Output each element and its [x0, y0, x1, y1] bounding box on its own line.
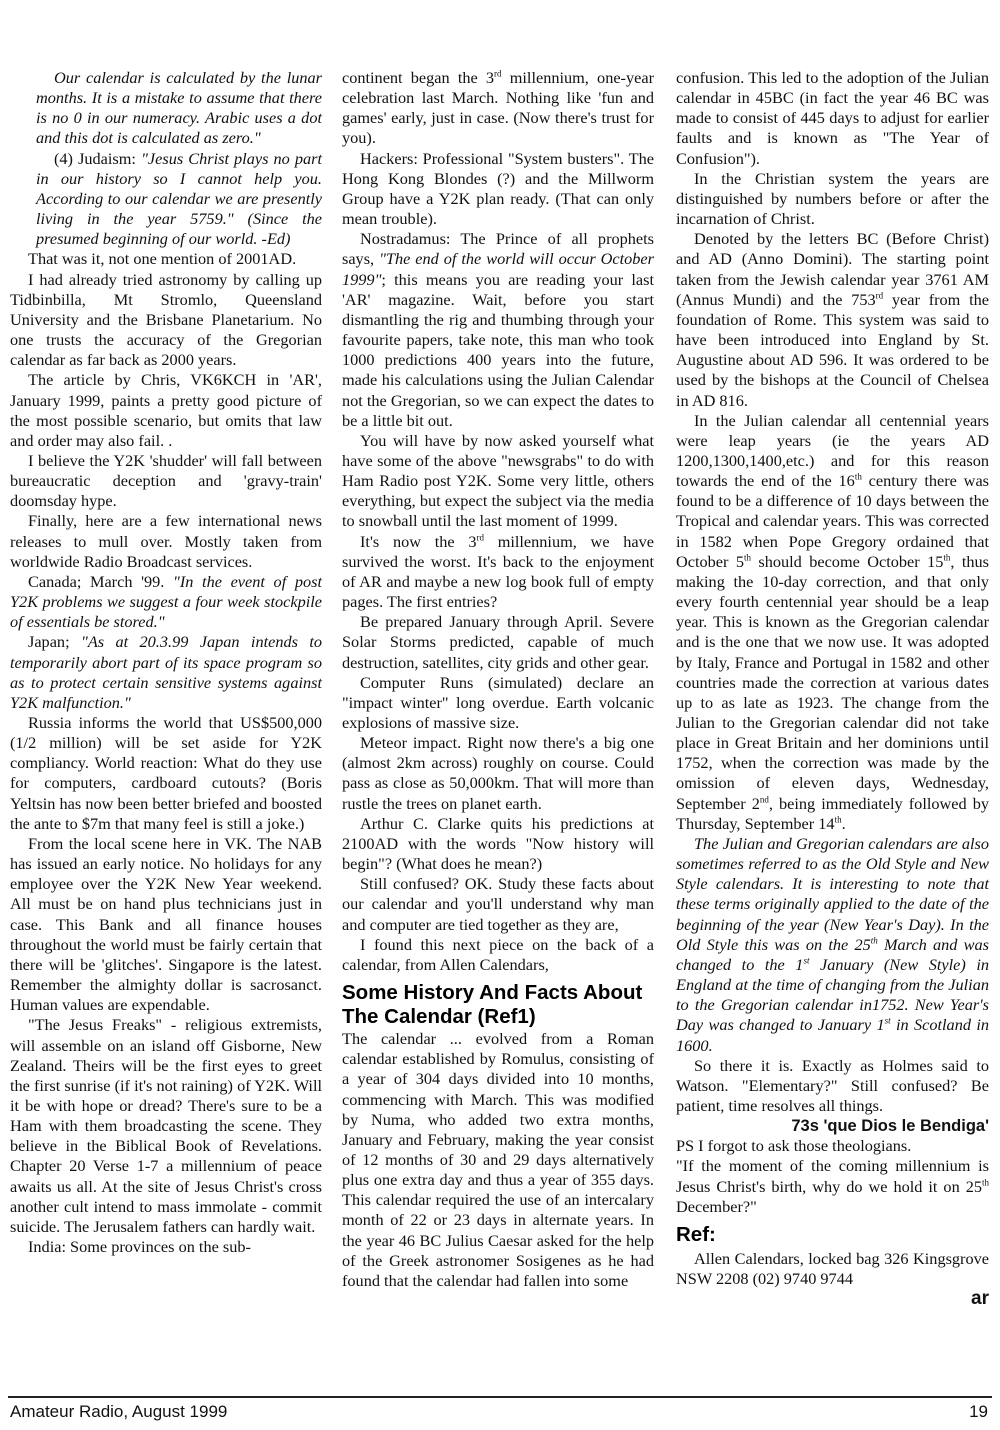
paragraph: [342, 229, 654, 431]
quote: "In the event of post Y2K problems we suggest a four week stockpile of essentials be stored.": [10, 571, 322, 632]
paragraph: Russia informs the world that US$500,000 (1/2 million) will be set aside for Y2K compliancy. World reaction: What do they use for computers, cardboard cutouts? (Boris Yeltsin has now been better briefed and boosted the ante to $7m that many feel is still a joke.): [10, 713, 322, 833]
superscript: th: [870, 935, 878, 946]
sign-off: 73s 'que Dios le Bendiga': [791, 1117, 989, 1136]
footer-publication: Amateur Radio, August 1999: [10, 1402, 228, 1421]
superscript: st: [884, 1015, 891, 1026]
paragraph: The article by Chris, VK6KCH in 'AR', January 1999, paints a pretty good picture of the most possible scenario, but omits that law and order may also fail. .: [10, 370, 322, 450]
superscript: rd: [494, 68, 502, 79]
paragraph: The calendar ... evolved from a Roman calendar established by Romulus, consisting of a year of 304 days divided into 10 months, commencing with March. This was modified by Numa, who added two extra months, January and February, making the year consist of 12 months of 30 and 29 days alternatively plus one extra day and thus a year of 355 days. This calendar required the use of an intercalary month of 22 or 23 days in alternate years. In the year 46 BC Julius Caesar asked for the help of the Greek astronomer Sosigenes as he had found that the calendar had fallen into some: [342, 1029, 654, 1290]
quote: "Jesus Christ plays no part in our history so I cannot help you. According to our calendar we are presently living in the year 5759." (Since the presumed beginning of our world. -Ed): [36, 148, 322, 249]
superscript: th: [943, 552, 951, 563]
column-1: [10, 68, 322, 1257]
paragraph: Arthur C. Clarke quits his predictions at 2100AD with the words "Now history will begin"? (What does he mean?): [342, 813, 654, 874]
list-item-judaism: [10, 149, 322, 250]
lead: Canada; March '99.: [28, 571, 165, 591]
quote: "As at 20.3.99 Japan intends to temporarily abort part of its space program so as to protect certain sensitive systems against Y2K malfunction.": [10, 632, 322, 712]
text: In the Julian calendar all centennial years were leap years (ie the years AD 1200,1300,1400,etc.) and for this reason towards the end of the 16: [676, 410, 989, 491]
text: .: [841, 813, 846, 833]
paragraph: From the local scene here in VK. The NAB has issued an early notice. No holidays for any employee over the Y2K New Year weekend. All must be on hand plus technicians just in case. This Bank and all finance houses throughout the world must be fairly certain that there will be 'glitches'. Singapore is the latest. Remember the almighty dollar is sacrosanct. Human values are expendable.: [10, 833, 322, 1015]
paragraph: Computer Runs (simulated) declare an "impact winter" long overdue. Earth volcanic explosions of massive size.: [342, 672, 654, 732]
text: should become October 15: [751, 551, 944, 571]
paragraph: I had already tried astronomy by calling up Tidbinbilla, Mt Stromlo, Queensland University and the Brisbane Planetarium. No one trusts the accuracy of the Gregorian calendar as far back as 2000 years.: [10, 269, 322, 370]
end-mark: ar: [971, 1288, 989, 1310]
footer-rule: [8, 1396, 992, 1398]
paragraph: [676, 229, 989, 410]
superscript: th: [981, 1177, 989, 1188]
superscript: st: [803, 955, 810, 966]
text: "If the moment of the coming millennium is Jesus Christ's birth, why do we hold it on 25: [676, 1156, 989, 1196]
reference-text: Allen Calendars, locked bag 326 Kingsgrove NSW 2208 (02) 9740 9744: [676, 1248, 989, 1289]
text: millennium, we have survived the worst. It's back to the enjoyment of AR and maybe a new log book full of empty pages. The first entries?: [342, 531, 654, 612]
label: (4) Judaism:: [54, 148, 136, 168]
paragraph: [10, 572, 322, 632]
text: , thus making the 10-day correction, and that only every fourth centennial year should be a leap year. This is known as the Gregorian calendar and is the one that we now use. It was adopted by Italy, France and Portugal in 1582 and other countries made the correction at various dates up to as late as 1923. The change from the Julian to the Gregorian calendar did not take place in Great Britain and her dominions until 1752, when the correction was made by the omission of eleven days, Wednesday, September 2: [676, 551, 989, 813]
text: It's now the 3: [360, 531, 477, 551]
paragraph: Finally, here are a few international news releases to mull over. Mostly taken from worldwide Radio Broadcast services.: [10, 511, 322, 571]
superscript: th: [854, 471, 862, 482]
superscript: th: [743, 552, 751, 563]
paragraph: [342, 532, 654, 613]
text: ; this means you are reading your last 'AR' magazine. Wait, before you start dismantling the rig and thumbing through your favourite papers, take note, this man who took 1000 predictions 400 years into the future, made his calculations using the Julian Calendar not the Gregorian, so we can expect the dates to be a little bit out.: [342, 269, 654, 430]
paragraph: Meteor impact. Right now there's a big one (almost 2km across) roughly on course. Could pass as close as 50,000km. That will more than rustle the trees on planet earth.: [342, 733, 654, 813]
paragraph: I found this next piece on the back of a calendar, from Allen Calendars,: [342, 934, 654, 974]
paragraph: PS I forgot to ask those theologians.: [676, 1136, 912, 1156]
paragraph: I believe the Y2K 'shudder' will fall between bureaucratic deception and 'gravy-train' doomsday hype.: [10, 450, 322, 511]
text: millennium, one-year celebration last March. Nothing like 'fun and games' early, just in case. (Now there's trust for you).: [342, 68, 654, 148]
text: The Julian and Gregorian calendars are also sometimes referred to as the Old Style and New Style calendars. It is interesting to note that these terms originally applied to the date of the beginning of the year (New Year's Day). In the Old Style this was on the 25: [676, 833, 989, 954]
paragraph: "The Jesus Freaks" - religious extremists, will assemble on an island off Gisborne, New Zealand. Theirs will be the first eyes to greet the first sunrise (if it's not raining) of Y2K. Will it be with hope or dread? There's sure to be a Ham with them broadcasting the scene. They believe in the Biblical Book of Revelations. Chapter 20 Verse 1-7 a millennium of peace awaits us all. At the site of Jesus Christ's cross another cult intend to mass immolate - commit suicide. The Jerusalem fathers can hardly wait.: [10, 1015, 322, 1236]
superscript: rd: [875, 290, 884, 301]
lead: Japan;: [28, 632, 70, 652]
text: year from the foundation of Rome. This system was said to have been introduced into England by St. Augustine about AD 596. It was ordered to be used by the bishops at the Council of Chelsea in AD 816.: [676, 289, 989, 410]
paragraph: India: Some provinces on the sub-: [28, 1237, 251, 1257]
text: continent began the 3: [342, 68, 495, 87]
paragraph: So there it is. Exactly as Holmes said to Watson. "Elementary?" Still confused? Be patient, time resolves all things.: [676, 1055, 989, 1115]
paragraph: Our calendar is calculated by the lunar months. It is a mistake to assume that there is no 0 in our numeracy. Arabic uses a dot and this dot is calculated as zero.": [36, 68, 322, 148]
superscript: nd: [759, 794, 769, 805]
paragraph: Hackers: Professional "System busters". The Hong Kong Blondes (?) and the Millworm Group have a Y2K plan ready. (That can only mean trouble).: [342, 148, 654, 229]
column-3: [676, 68, 989, 1309]
text: Denoted by the letters BC (Before Christ) and AD (Anno Domini). The starting point taken from the Jewish calendar year 3761 AM (Annus Mundi) and the 753: [676, 229, 989, 309]
paragraph: You will have by now asked yourself what have some of the above "newsgrabs" to do with Ham Radio post Y2K. Some very little, others everything, but expect the subject via the media to snowball until the last moment of 1999.: [342, 430, 654, 531]
paragraph: That was it, not one mention of 2001AD.: [28, 249, 297, 269]
column-2: [342, 68, 654, 1291]
paragraph: [10, 632, 322, 713]
section-heading: Some History And Facts About The Calendar (Ref1): [342, 981, 643, 1029]
text: December?": [676, 1196, 757, 1216]
paragraph: [676, 411, 989, 834]
page-number: 19: [969, 1402, 988, 1421]
text: Nostradamus: The Prince of all prophets says,: [342, 229, 654, 269]
text: in Scotland in 1600.: [676, 1015, 990, 1055]
paragraph: Still confused? OK. Study these facts about our calendar and you'll understand why man and computer are tied together as they are,: [342, 874, 654, 934]
paragraph: In the Christian system the years are distinguished by numbers before or after the incarnation of Christ.: [676, 168, 989, 229]
paragraph: Be prepared January through April. Severe Solar Storms predicted, capable of much destruction, satellites, city grids and other gear.: [342, 612, 654, 672]
superscript: th: [834, 814, 842, 825]
text: January (New Style) in England at the time of changing from the Julian to the Gregorian calendar in1752. New Year's Day was changed to January 1: [676, 954, 990, 1035]
text: March and was changed to the 1: [676, 934, 989, 974]
paragraph: [342, 68, 654, 149]
paragraph: confusion. This led to the adoption of the Julian calendar in 45BC (in fact the year 46 BC was made to consist of 445 days to adjust for earlier faults and is known as "The Year of Confusion").: [676, 68, 989, 168]
quote: "The end of the world will occur October 1999": [342, 249, 654, 289]
paragraph: [676, 1156, 989, 1216]
paragraph: [676, 834, 989, 1056]
text: century there was found to be a difference of 10 days between the Tropical and calendar years. This was corrected in 1582 when Pope Gregory ordained that October 5: [676, 471, 990, 571]
superscript: rd: [476, 532, 484, 543]
text: , being immediately followed by Thursday, September 14: [676, 793, 989, 833]
ref-heading: Ref:: [676, 1222, 716, 1246]
